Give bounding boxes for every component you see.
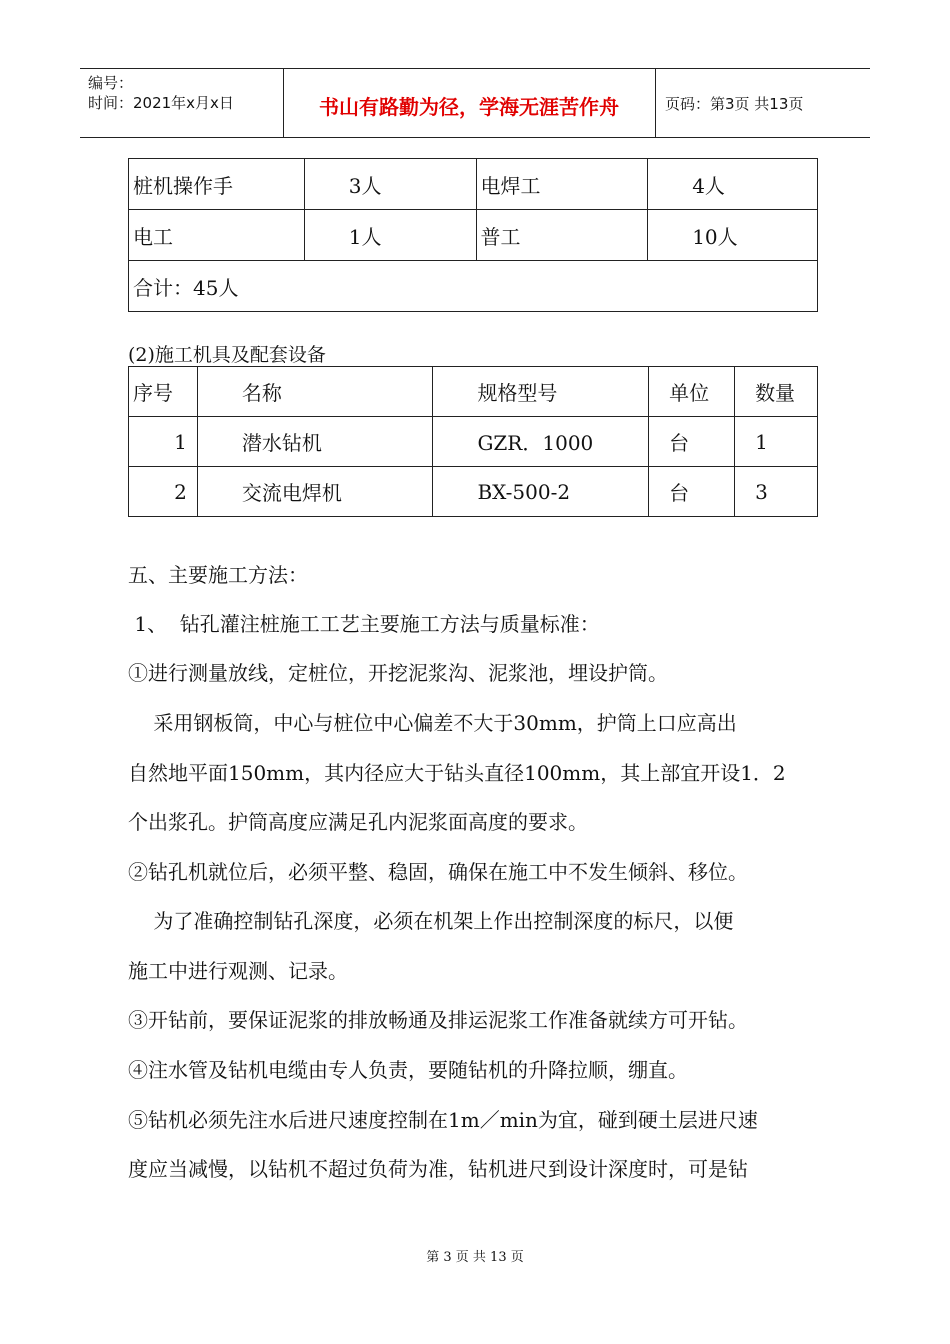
table-row [129,159,818,210]
table-row [129,467,818,517]
body-line: 采用钢板筒，中心与桩位中心偏差不大于30mm，护筒上口应高出 [128,711,737,735]
equipment-model: GZR．1000 [433,417,649,467]
body-line: 为了准确控制钻孔深度，必须在机架上作出控制深度的标尺，以便 [128,909,734,933]
equipment-quantity: 3 [735,467,818,517]
table-header-row [129,367,818,417]
equipment-unit: 台 [649,467,735,517]
equipment-index: 1 [129,417,198,467]
header-page-info: 页码：第3页 共13页 [665,95,804,113]
equipment-caption: (2)施工机具及配套设备 [128,344,326,366]
equipment-unit: 台 [649,417,735,467]
staff-count: 1人 [304,210,476,261]
body-line: ③开钻前，要保证泥浆的排放畅通及排运泥浆工作准备就续方可开钻。 [128,1008,748,1032]
page-header [80,68,870,138]
staff-role: 桩机操作手 [129,159,305,210]
body-line: ⑤钻机必须先注水后进尺速度控制在1m／min为宜，碰到硬土层进尺速 [128,1108,758,1132]
staff-count: 3人 [304,159,476,210]
body-line: ①进行测量放线，定桩位，开挖泥浆沟、泥浆池，埋设护筒。 [128,661,668,685]
table-row [129,210,818,261]
table-row [129,261,818,312]
body-line: 个出浆孔。护筒高度应满足孔内泥浆面高度的要求。 [128,810,588,834]
column-header: 规格型号 [433,367,649,417]
body-line: 自然地平面150mm，其内径应大于钻头直径100mm，其上部宜开设1．2 [128,761,786,785]
page-footer: 第 3 页 共 13 页 [426,1250,524,1265]
equipment-model: BX-500-2 [433,467,649,517]
staff-count: 4人 [648,159,818,210]
equipment-index: 2 [129,467,198,517]
equipment-table [128,366,818,517]
doc-time-label: 时间：2021年x月x日 [88,94,234,112]
header-divider [655,69,656,137]
equipment-name: 潜水钻机 [197,417,433,467]
staff-total: 合计：45人 [129,261,818,312]
column-header: 名称 [197,367,433,417]
body-line: ②钻孔机就位后，必须平整、稳固，确保在施工中不发生倾斜、移位。 [128,860,748,884]
staff-table [128,158,818,312]
table-row [129,417,818,467]
sub-title: 1、 钻孔灌注桩施工工艺主要施工方法与质量标准： [128,612,600,636]
body-line: 度应当减慢，以钻机不超过负荷为准，钻机进尺到设计深度时，可是钻 [128,1157,748,1181]
staff-role: 普工 [476,210,648,261]
column-header: 数量 [735,367,818,417]
staff-role: 电焊工 [476,159,648,210]
staff-count: 10人 [648,210,818,261]
section-title: 五、主要施工方法： [128,563,308,587]
equipment-name: 交流电焊机 [197,467,433,517]
staff-role: 电工 [129,210,305,261]
doc-number-label: 编号： [88,74,134,92]
header-meta [88,73,288,113]
body-line: ④注水管及钻机电缆由专人负责，要随钻机的升降拉顺，绷直。 [128,1058,688,1082]
body-line: 施工中进行观测、记录。 [128,959,348,983]
equipment-quantity: 1 [735,417,818,467]
header-motto: 书山有路勤为径，学海无涯苦作舟 [319,95,619,119]
column-header: 单位 [649,367,735,417]
column-header: 序号 [129,367,198,417]
